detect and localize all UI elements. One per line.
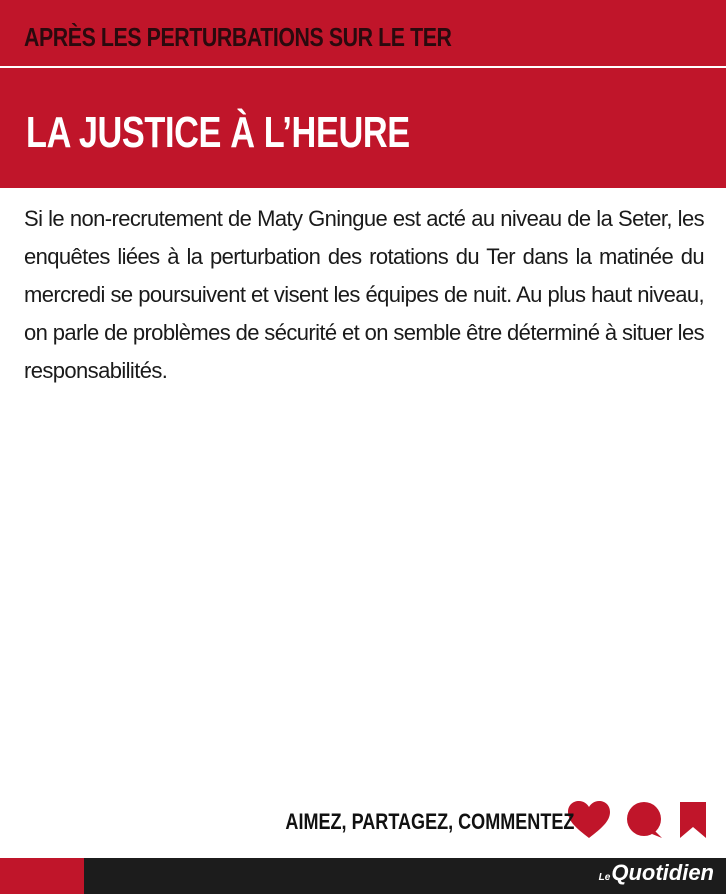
newspaper-logo bbox=[599, 860, 714, 886]
comment-bubble-icon[interactable] bbox=[624, 800, 666, 845]
bookmark-icon[interactable] bbox=[678, 800, 708, 845]
engagement-bar bbox=[222, 800, 708, 844]
article-body: Si le non-recrutement de Maty Gningue est acté au niveau de la Seter, les enquêtes liées à la perturbation des rotations du Ter dans la matinée du mercredi se poursuivent et visent les équipes de nuit. Au plus haut niveau, on parle de problèmes de sécurité et on semble être déterminé à situer les responsabilités. bbox=[24, 206, 704, 383]
headline-text: LA JUSTICE À L’HEURE bbox=[26, 108, 410, 157]
engagement-label: AIMEZ, PARTAGEZ, COMMENTEZ bbox=[285, 809, 574, 834]
footer-accent bbox=[0, 858, 84, 894]
kicker-text: APRÈS LES PERTURBATIONS SUR LE TER bbox=[24, 22, 452, 52]
headline-banner bbox=[0, 68, 726, 188]
logo-name: Quotidien bbox=[611, 860, 714, 885]
kicker-banner bbox=[0, 0, 726, 68]
logo-prefix: Le bbox=[598, 872, 611, 883]
